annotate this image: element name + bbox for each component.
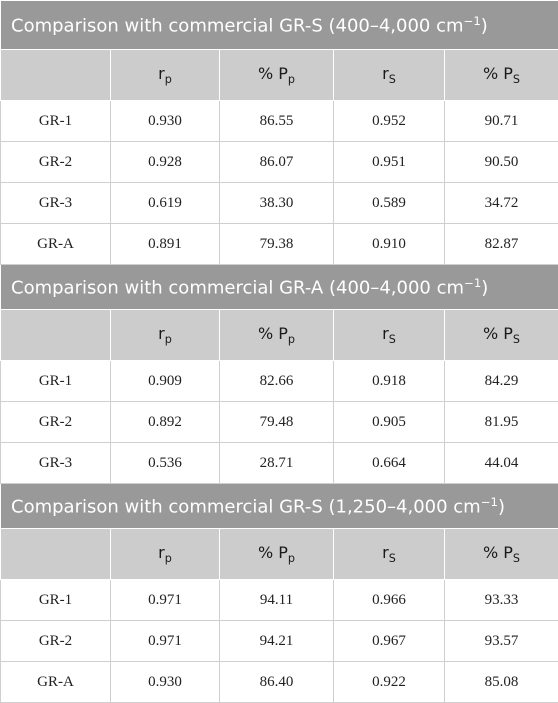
cell-percent-ps: 85.08 xyxy=(445,662,558,703)
cell-rp: 0.971 xyxy=(111,621,220,662)
cell-sample: GR-3 xyxy=(1,443,111,484)
table-row xyxy=(1,224,558,265)
table-row xyxy=(1,183,558,224)
table-row xyxy=(1,101,558,142)
header-sample xyxy=(1,310,111,361)
cell-percent-pp: 38.30 xyxy=(220,183,334,224)
cell-rp: 0.930 xyxy=(111,662,220,703)
header-rp: $r_p$ xyxy=(111,310,220,361)
cell-rs: 0.664 xyxy=(334,443,445,484)
header-rp: $r_p$ xyxy=(111,529,220,580)
section-title-end: ) xyxy=(481,15,488,36)
header-rp: $r_p$ xyxy=(111,50,220,101)
cell-rp: 0.930 xyxy=(111,101,220,142)
cell-percent-pp: 86.40 xyxy=(220,662,334,703)
header-rs: $r_S$ xyxy=(334,50,445,101)
cell-rp: 0.891 xyxy=(111,224,220,265)
cell-percent-pp: 82.66 xyxy=(220,361,334,402)
header-percent-pp: % $P_p$ xyxy=(220,50,334,101)
column-header-row xyxy=(1,529,558,580)
section-title-row xyxy=(1,1,558,50)
section-title xyxy=(1,1,558,50)
header-rs: $r_S$ xyxy=(334,529,445,580)
section-title-end: ) xyxy=(498,496,505,517)
table-row xyxy=(1,443,558,484)
cell-percent-pp: 28.71 xyxy=(220,443,334,484)
header-sample xyxy=(1,50,111,101)
cell-rs: 0.967 xyxy=(334,621,445,662)
table-row xyxy=(1,621,558,662)
section-title-exponent: −1 xyxy=(481,495,498,509)
cell-percent-pp: 94.21 xyxy=(220,621,334,662)
cell-percent-pp: 86.07 xyxy=(220,142,334,183)
cell-percent-ps: 93.33 xyxy=(445,580,558,621)
cell-rs: 0.922 xyxy=(334,662,445,703)
section-title-row xyxy=(1,265,558,310)
cell-sample: GR-A xyxy=(1,662,111,703)
cell-percent-pp: 79.48 xyxy=(220,402,334,443)
table-row xyxy=(1,662,558,703)
header-percent-ps: % $P_S$ xyxy=(445,529,558,580)
cell-rs: 0.918 xyxy=(334,361,445,402)
section-title-end: ) xyxy=(481,277,488,298)
cell-rp: 0.971 xyxy=(111,580,220,621)
section-title xyxy=(1,265,558,310)
cell-rs: 0.589 xyxy=(334,183,445,224)
cell-percent-ps: 82.87 xyxy=(445,224,558,265)
cell-percent-ps: 34.72 xyxy=(445,183,558,224)
cell-rp: 0.619 xyxy=(111,183,220,224)
cell-sample: GR-2 xyxy=(1,402,111,443)
cell-percent-ps: 81.95 xyxy=(445,402,558,443)
section-title-text: Comparison with commercial GR-S (1,250–4,000 cm xyxy=(11,496,481,517)
cell-sample: GR-2 xyxy=(1,142,111,183)
section-title-exponent: −1 xyxy=(464,276,481,290)
cell-percent-ps: 93.57 xyxy=(445,621,558,662)
table-row xyxy=(1,142,558,183)
cell-rs: 0.966 xyxy=(334,580,445,621)
cell-percent-pp: 79.38 xyxy=(220,224,334,265)
cell-rs: 0.951 xyxy=(334,142,445,183)
cell-percent-ps: 90.71 xyxy=(445,101,558,142)
header-sample xyxy=(1,529,111,580)
column-header-row xyxy=(1,310,558,361)
header-percent-pp: % $P_p$ xyxy=(220,529,334,580)
cell-rp: 0.536 xyxy=(111,443,220,484)
cell-percent-pp: 86.55 xyxy=(220,101,334,142)
section-title-row xyxy=(1,484,558,529)
section-title xyxy=(1,484,558,529)
header-percent-pp: % $P_p$ xyxy=(220,310,334,361)
cell-percent-pp: 94.11 xyxy=(220,580,334,621)
cell-rs: 0.905 xyxy=(334,402,445,443)
cell-sample: GR-1 xyxy=(1,361,111,402)
header-percent-ps: % $P_S$ xyxy=(445,310,558,361)
cell-rp: 0.928 xyxy=(111,142,220,183)
cell-sample: GR-A xyxy=(1,224,111,265)
table-row xyxy=(1,361,558,402)
header-percent-ps: % $P_S$ xyxy=(445,50,558,101)
cell-rp: 0.892 xyxy=(111,402,220,443)
cell-rs: 0.910 xyxy=(334,224,445,265)
cell-sample: GR-1 xyxy=(1,580,111,621)
cell-sample: GR-2 xyxy=(1,621,111,662)
cell-percent-ps: 44.04 xyxy=(445,443,558,484)
cell-percent-ps: 90.50 xyxy=(445,142,558,183)
cell-percent-ps: 84.29 xyxy=(445,361,558,402)
header-rs: $r_S$ xyxy=(334,310,445,361)
section-title-text: Comparison with commercial GR-S (400–4,000 cm xyxy=(11,15,464,36)
cell-rs: 0.952 xyxy=(334,101,445,142)
cell-sample: GR-3 xyxy=(1,183,111,224)
cell-rp: 0.909 xyxy=(111,361,220,402)
table-row xyxy=(1,402,558,443)
section-title-text: Comparison with commercial GR-A (400–4,000 cm xyxy=(11,277,464,298)
table-body xyxy=(1,1,558,703)
table-row xyxy=(1,580,558,621)
section-title-exponent: −1 xyxy=(464,14,481,28)
column-header-row xyxy=(1,50,558,101)
cell-sample: GR-1 xyxy=(1,101,111,142)
